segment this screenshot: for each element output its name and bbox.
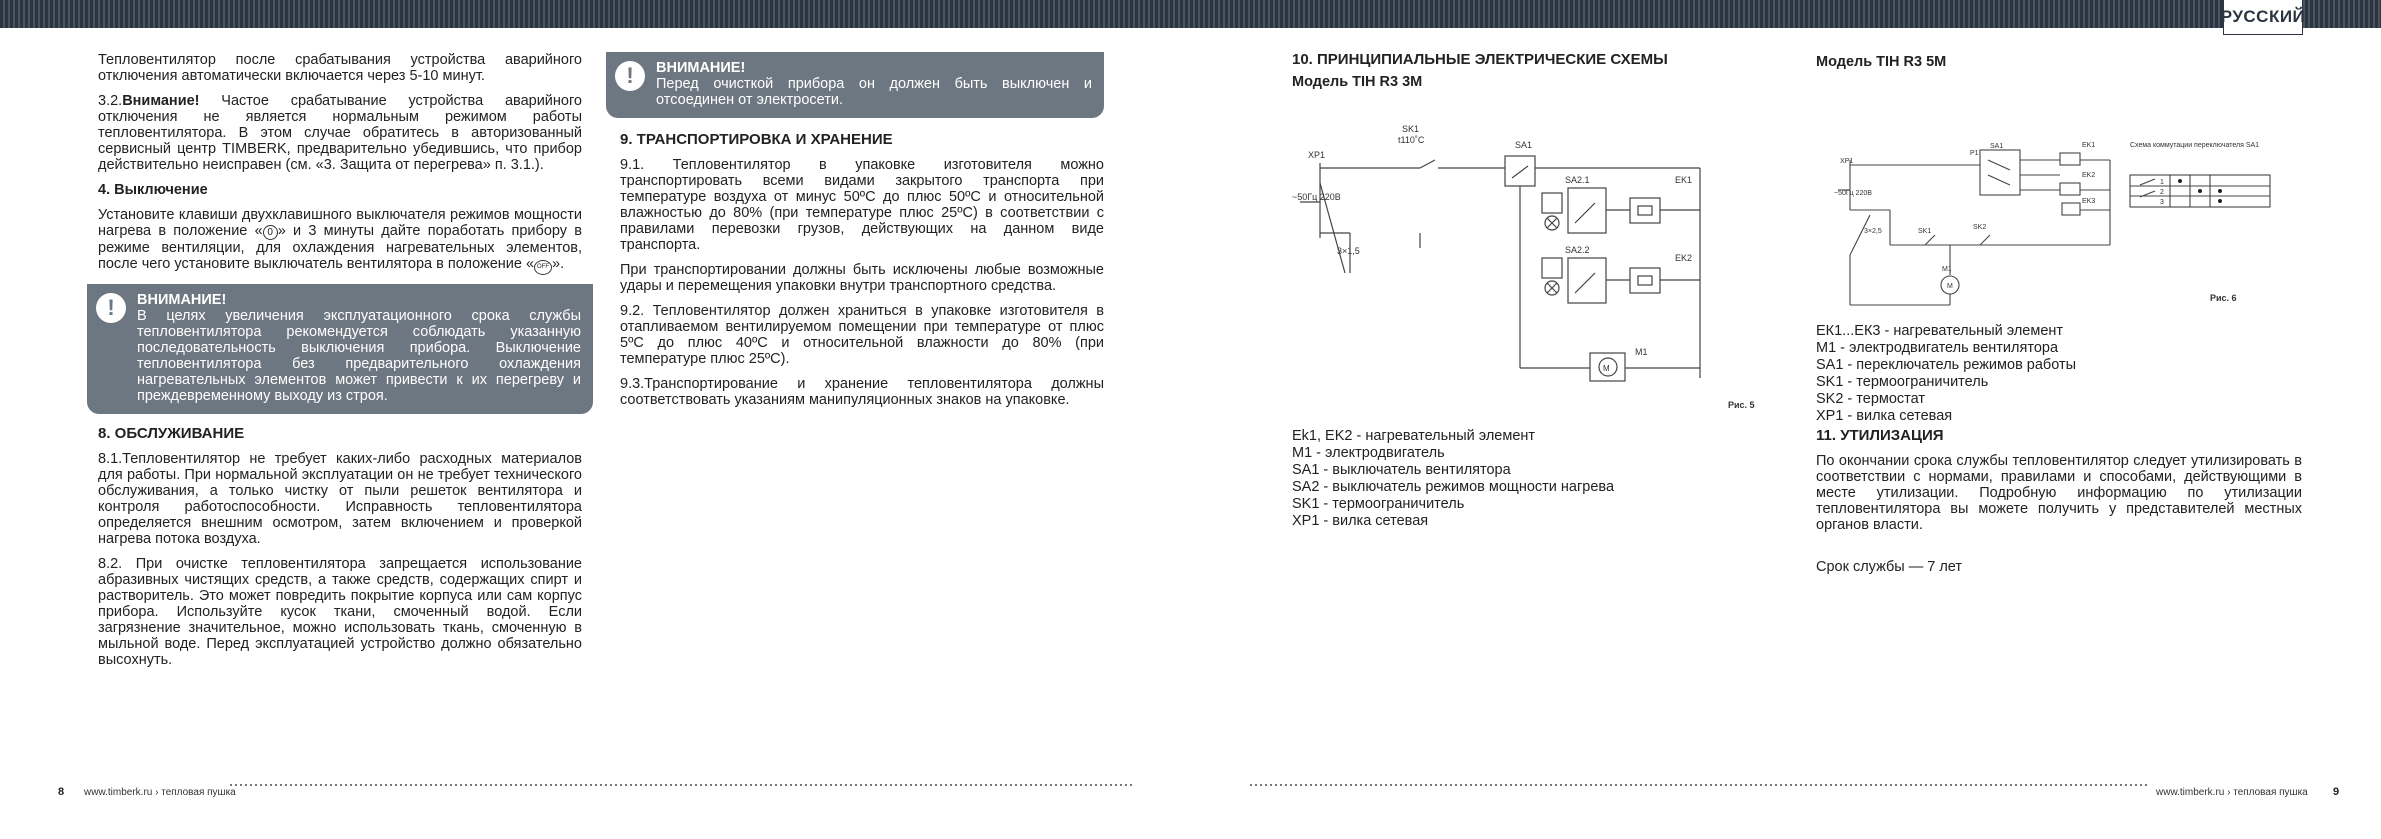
label-sa1: SA1 — [1515, 140, 1533, 150]
label-t110: t110˚C — [1398, 135, 1425, 145]
label-sk2: SK2 — [1973, 224, 1987, 231]
warning-title: ВНИМАНИЕ! — [656, 60, 746, 76]
label-sk1: SK1 — [1918, 228, 1932, 235]
legend-item: ХР1 - вилка сетевая — [1816, 408, 1953, 424]
language-tab: РУССКИЙ — [2223, 0, 2303, 35]
paragraph-3-2-text: Частое срабатывание устройства аварийного отключения не является нормальным режимом работы тепловентилятора. В этом случае обратитесь в авторизованный сервисный центр TIMBERK, предварительно убедившись, что прибор действительно неисправен (см. «3. Защита от перегрева» п. 3.1.). — [98, 93, 582, 173]
label-sa21: SA2.1 — [1565, 175, 1590, 185]
label-supply: ~50Гц 220В — [1292, 192, 1341, 202]
zero-symbol-icon: 0 — [263, 225, 278, 240]
shutdown-text-c: ». — [552, 256, 565, 272]
label-xp1: XP1 — [1840, 158, 1854, 165]
legend-item: SA1 - переключатель режимов работы — [1816, 357, 2077, 373]
middle-column — [606, 52, 1104, 417]
warning-text: В целях увеличения эксплуатационного срока службы тепловентилятора рекомендуется соблюдать указанную последовательность выключения прибора. Выключение тепловентилятора без предварительного охлаждения нагревательных элементов может привести к их перегреву и преждевременному выходу из строя. — [137, 308, 581, 404]
warning-text: Перед очисткой прибора он должен быть выключен и отсоединен от электросети. — [656, 76, 1092, 108]
footer-site-left: www.timberk.ru › тепловая пушка — [84, 787, 236, 798]
model-5m-title: Модель TIH R3 5M — [1816, 54, 1947, 70]
label-m: M — [1603, 364, 1610, 373]
label-wire: 3×1,5 — [1337, 246, 1360, 256]
paragraph-9-1: 9.1. Тепловентилятор в упаковке изготовителя можно транспортировать всеми видами закрытого транспорта при температуре воздуха от минус 50ºC до плюс 50ºC и относительной влажностью до 80% (при температуре плюс 25ºC) в соответствии с правилами перевозки грузов, действующих на данном виде транспорта. — [620, 157, 1104, 253]
service-life: Срок службы — 7 лет — [1816, 559, 1963, 575]
left-column — [98, 52, 582, 677]
heading-transport: 9. ТРАНСПОРТИРОВКА И ХРАНЕНИЕ — [620, 131, 893, 148]
label-wire: 3×2,5 — [1864, 228, 1882, 235]
legend-item: М1 - электродвигатель — [1292, 445, 1445, 461]
warning-title: ВНИМАНИЕ! — [137, 292, 227, 308]
label-row1: 1 — [2160, 179, 2164, 186]
warning-box-cleaning — [606, 52, 1104, 118]
label-ek3: EK3 — [2082, 198, 2096, 205]
legend-item: SK1 - термоограничитель — [1816, 374, 1989, 390]
exclamation-icon: ! — [96, 293, 126, 323]
paragraph-8-1: 8.1.Тепловентилятор не требует каких-либо расходных материалов для работы. При нормальной эксплуатации он не требует технического обслуживания, а только чистку от пыли решеток вентилятора и контроля работоспособности. Исправность тепловентилятора определяется внешним осмотром, затем включением и проверкой нагрева потока воздуха. — [98, 451, 582, 547]
legend-item: SK1 - термоограничитель — [1292, 496, 1465, 512]
page-number-left: 8 — [58, 786, 65, 798]
off-symbol-icon: OFF — [534, 260, 552, 275]
paragraph-3-2-strong: Внимание! — [122, 93, 200, 109]
label-xp1: XP1 — [1308, 150, 1326, 160]
paragraph-shutdown — [98, 207, 582, 275]
model-3m-title: Модель TIH R3 3M — [1292, 74, 1423, 90]
paragraph-3-2 — [98, 93, 582, 173]
footer-divider-right — [1250, 784, 2150, 786]
legend-item: М1 - электродвигатель вентилятора — [1816, 340, 2059, 356]
warning-box-shutdown — [87, 284, 593, 414]
footer-divider-left — [230, 784, 1135, 786]
label-sa1: SA1 — [1990, 143, 2004, 150]
paragraph-8-2: 8.2. При очистке тепловентилятора запрещается использование абразивных чистящих средств, а также средств, содержащих спирт и растворитель. Это может повредить покрытие корпуса или сам корпус прибора. Используйте кусок ткани, смоченный водой. Если загрязнение значительное, можно использовать ткань, смоченную в мыльной воде. Перед эксплуатацией устройство должно обязательно высохнуть. — [98, 556, 582, 668]
label-m1: M1 — [1635, 347, 1648, 357]
paragraph-9-1b: При транспортировании должны быть исключены любые возможные удары и перемещения упаковки внутри транспортного средства. — [620, 262, 1104, 294]
legend-3m — [1292, 428, 1614, 530]
disposal-section — [1816, 428, 2302, 584]
paragraph-3-2-num: 3.2. — [98, 93, 123, 109]
paragraph-disposal: По окончании срока службы тепловентилятор следует утилизировать в соответствии с нормами, правилами и способами, действующими в месте утилизации. Подробную информацию по утилизации тепловентилятора вы можете получить у представителей местных органов власти. — [1816, 453, 2302, 533]
heading-schemes: 10. ПРИНЦИПИАЛЬНЫЕ ЭЛЕКТРИЧЕСКИЕ СХЕМЫ — [1292, 51, 1668, 68]
label-ek1: EK1 — [2082, 142, 2096, 149]
schemes-column — [1292, 52, 1792, 90]
label-scheme-title: Схема коммутации переключателя SA1 — [2130, 142, 2260, 149]
transport-body — [606, 157, 1104, 408]
label-row2: 2 — [2160, 189, 2164, 196]
figure-caption-5: Рис. 5 — [1728, 400, 1755, 410]
legend-5m — [1816, 323, 2076, 425]
wiring-diagram-5m — [1830, 135, 2310, 310]
legend-item: SA2 - выключатель режимов мощности нагрева — [1292, 479, 1615, 495]
label-sa22: SA2.2 — [1565, 245, 1590, 255]
exclamation-icon: ! — [615, 61, 645, 91]
legend-item: SK2 - термостат — [1816, 391, 1926, 407]
legend-item: SA1 - выключатель вентилятора — [1292, 462, 1511, 478]
label-m: M — [1947, 283, 1953, 290]
page-number-right: 9 — [2333, 786, 2340, 798]
heading-disposal: 11. УТИЛИЗАЦИЯ — [1816, 427, 1944, 444]
label-p1: P1 — [1970, 150, 1979, 157]
shutdown-text-a: Установите клавиши двухклавишного выключателя режимов мощности нагрева в положение « — [98, 207, 582, 239]
heading-shutdown: 4. Выключение — [98, 182, 208, 198]
paragraph-9-3: 9.3.Транспортирование и хранение тепловентилятора должны соответствовать указаниям манипуляционных знаков на упаковке. — [620, 376, 1104, 408]
paragraph-9-2: 9.2. Тепловентилятор должен храниться в упаковке изготовителя в отапливаемом вентилируемом помещении при температуре от плюс 5ºC до плюс 40ºC и относительной влажности до 80% (при температуре плюс 25ºC). — [620, 303, 1104, 367]
paragraph-auto-restart: Тепловентилятор после срабатывания устройства аварийного отключения автоматически включается через 5-10 минут. — [98, 52, 582, 84]
label-row3: 3 — [2160, 199, 2164, 206]
legend-item: Ek1, EK2 - нагревательный элемент — [1292, 428, 1536, 444]
legend-item: ЕК1...ЕК3 - нагревательный элемент — [1816, 323, 2064, 339]
label-ek1: EK1 — [1675, 175, 1693, 185]
legend-item: ХР1 - вилка сетевая — [1292, 513, 1429, 529]
label-ek2: EK2 — [1675, 253, 1693, 263]
heading-maintenance: 8. ОБСЛУЖИВАНИЕ — [98, 425, 245, 442]
figure-caption-6: Рис. 6 — [2210, 293, 2237, 303]
label-sk1: SK1 — [1402, 124, 1420, 134]
label-supply: ~50Гц 220В — [1834, 190, 1872, 197]
label-ek2: EK2 — [2082, 172, 2096, 179]
shutdown-text-b: » и 3 минуты дайте поработать прибору в режиме вентиляции, для охлаждения нагревательных элементов, после чего установите выключатель вентилятора в положение « — [98, 223, 582, 272]
footer-site-right: www.timberk.ru › тепловая пушка — [2156, 787, 2308, 798]
top-stripe-bar — [0, 0, 2381, 28]
label-m1: M1 — [1942, 266, 1952, 273]
wiring-diagram-3m — [1290, 118, 1770, 418]
